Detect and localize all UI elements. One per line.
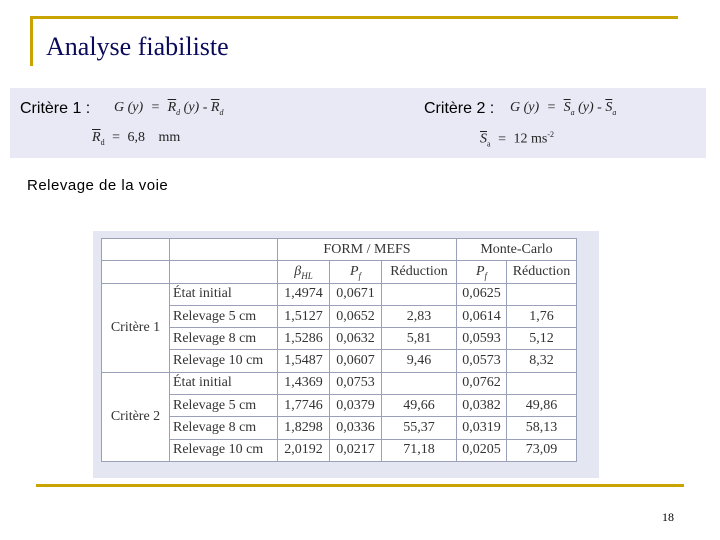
table-row xyxy=(102,417,577,439)
col-header-pf-mc xyxy=(457,261,507,283)
criterion-1-threshold xyxy=(92,130,180,147)
formula-lhs: G (y) xyxy=(510,100,540,115)
cell-pf: 0,0607 xyxy=(330,350,382,372)
cell-reduction: 9,46 xyxy=(382,350,457,372)
group-header-monte-carlo: Monte-Carlo xyxy=(457,239,577,261)
cell-pf-mc: 0,0205 xyxy=(457,439,507,461)
slide-title: Analyse fiabiliste xyxy=(46,32,229,61)
cell-reduction: 55,37 xyxy=(382,417,457,439)
row-label: Relevage 8 cm xyxy=(170,417,278,439)
cell-pf-mc: 0,0573 xyxy=(457,350,507,372)
cell-beta: 1,5127 xyxy=(278,305,330,327)
cell-reduction-mc: 73,09 xyxy=(507,439,577,461)
formula-arg: (y) - xyxy=(578,100,602,115)
row-group-criterion: Critère 1 xyxy=(102,283,170,372)
row-label: État initial xyxy=(170,283,278,305)
cell-beta: 1,5487 xyxy=(278,350,330,372)
formula-rhs-sub: a xyxy=(612,107,617,117)
threshold-value: 6,8 xyxy=(127,130,145,145)
threshold-unit-exponent: -2 xyxy=(547,130,554,139)
cell-reduction-mc: 49,86 xyxy=(507,395,577,417)
row-label: Relevage 10 cm xyxy=(170,439,278,461)
table-corner-cell xyxy=(102,261,170,283)
cell-pf: 0,0217 xyxy=(330,439,382,461)
cell-reduction: 49,66 xyxy=(382,395,457,417)
cell-pf-mc: 0,0382 xyxy=(457,395,507,417)
cell-reduction-mc xyxy=(507,372,577,394)
formula-rhs-sub: d xyxy=(219,107,224,117)
beta-subscript: HL xyxy=(301,270,313,281)
threshold-var-sub: a xyxy=(487,139,491,149)
results-table xyxy=(101,238,577,462)
page-number: 18 xyxy=(662,510,674,524)
formula-arg: (y) - xyxy=(183,100,208,115)
formula-rhs: $\overline{S}$ xyxy=(605,100,613,115)
cell-pf-mc: 0,0762 xyxy=(457,372,507,394)
cell-pf-mc: 0,0593 xyxy=(457,328,507,350)
col-header-reduction-mc: Réduction xyxy=(507,261,577,283)
row-label: Relevage 5 cm xyxy=(170,305,278,327)
cell-pf-mc: 0,0614 xyxy=(457,305,507,327)
pf-mc-subscript: f xyxy=(484,270,488,281)
pf-subscript: f xyxy=(358,270,362,281)
threshold-value: 12 ms xyxy=(513,131,548,147)
formula-var-sub: d xyxy=(176,107,181,117)
table-row xyxy=(102,350,577,372)
threshold-eq: = xyxy=(498,131,506,147)
cell-pf: 0,0671 xyxy=(330,283,382,305)
row-label: Relevage 5 cm xyxy=(170,395,278,417)
cell-pf: 0,0652 xyxy=(330,305,382,327)
cell-beta: 2,0192 xyxy=(278,439,330,461)
table-row xyxy=(102,328,577,350)
formula-eq: = xyxy=(546,100,557,115)
threshold-var-sub: d xyxy=(100,137,105,147)
criterion-2-threshold xyxy=(480,130,554,148)
cell-pf-mc: 0,0319 xyxy=(457,417,507,439)
cell-reduction: 2,83 xyxy=(382,305,457,327)
cell-beta: 1,7746 xyxy=(278,395,330,417)
cell-pf: 0,0632 xyxy=(330,328,382,350)
table-row xyxy=(102,283,577,305)
table-header-blank xyxy=(170,261,278,283)
criterion-2-formula xyxy=(510,100,616,117)
pf-mc-symbol: P xyxy=(475,263,485,279)
table-row xyxy=(102,305,577,327)
cell-beta: 1,4369 xyxy=(278,372,330,394)
cell-beta: 1,5286 xyxy=(278,328,330,350)
criteria-band xyxy=(10,88,706,158)
cell-beta: 1,8298 xyxy=(278,417,330,439)
title-frame-top-rule xyxy=(30,16,678,19)
beta-symbol: β xyxy=(294,263,302,279)
results-table-panel xyxy=(93,231,599,478)
cell-pf: 0,0336 xyxy=(330,417,382,439)
cell-pf: 0,0379 xyxy=(330,395,382,417)
criterion-1-formula xyxy=(114,100,223,117)
cell-beta: 1,4974 xyxy=(278,283,330,305)
threshold-eq: = xyxy=(112,130,120,145)
cell-reduction-mc: 8,32 xyxy=(507,350,577,372)
row-group-criterion: Critère 2 xyxy=(102,372,170,461)
cell-reduction: 71,18 xyxy=(382,439,457,461)
cell-reduction: 5,81 xyxy=(382,328,457,350)
formula-lhs: G (y) xyxy=(114,100,144,115)
threshold-unit: mm xyxy=(158,130,181,145)
title-frame-left-rule xyxy=(30,16,33,66)
criterion-2-label: Critère 2 : xyxy=(424,100,495,117)
cell-reduction xyxy=(382,283,457,305)
cell-reduction-mc: 5,12 xyxy=(507,328,577,350)
table-group-header-row xyxy=(102,239,577,261)
group-header-form: FORM / MEFS xyxy=(278,239,457,261)
threshold-var: $\overline{R}$ xyxy=(92,130,101,145)
formula-var-sub: a xyxy=(570,107,575,117)
row-label: Relevage 8 cm xyxy=(170,328,278,350)
row-label: Relevage 10 cm xyxy=(170,350,278,372)
table-corner-cell xyxy=(170,239,278,261)
pf-symbol: P xyxy=(349,263,359,279)
table-corner-cell xyxy=(102,239,170,261)
cell-reduction-mc: 58,13 xyxy=(507,417,577,439)
section-heading: Relevage de la voie xyxy=(27,177,169,194)
table-row xyxy=(102,395,577,417)
cell-reduction-mc xyxy=(507,283,577,305)
formula-var: $\overline{R}$ xyxy=(167,100,177,115)
col-header-reduction: Réduction xyxy=(382,261,457,283)
col-header-beta xyxy=(278,261,330,283)
cell-pf: 0,0753 xyxy=(330,372,382,394)
row-label: État initial xyxy=(170,372,278,394)
threshold-var: $\overline{S}$ xyxy=(480,131,487,147)
cell-reduction xyxy=(382,372,457,394)
table-column-header-row xyxy=(102,261,577,283)
criterion-1-label: Critère 1 : xyxy=(20,100,91,117)
table-row xyxy=(102,439,577,461)
col-header-pf xyxy=(330,261,382,283)
formula-var: $\overline{S}$ xyxy=(563,100,571,115)
cell-pf-mc: 0,0625 xyxy=(457,283,507,305)
formula-rhs: $\overline{R}$ xyxy=(210,100,220,115)
formula-eq: = xyxy=(150,100,161,115)
cell-reduction-mc: 1,76 xyxy=(507,305,577,327)
table-row xyxy=(102,372,577,394)
footer-rule xyxy=(36,484,684,487)
